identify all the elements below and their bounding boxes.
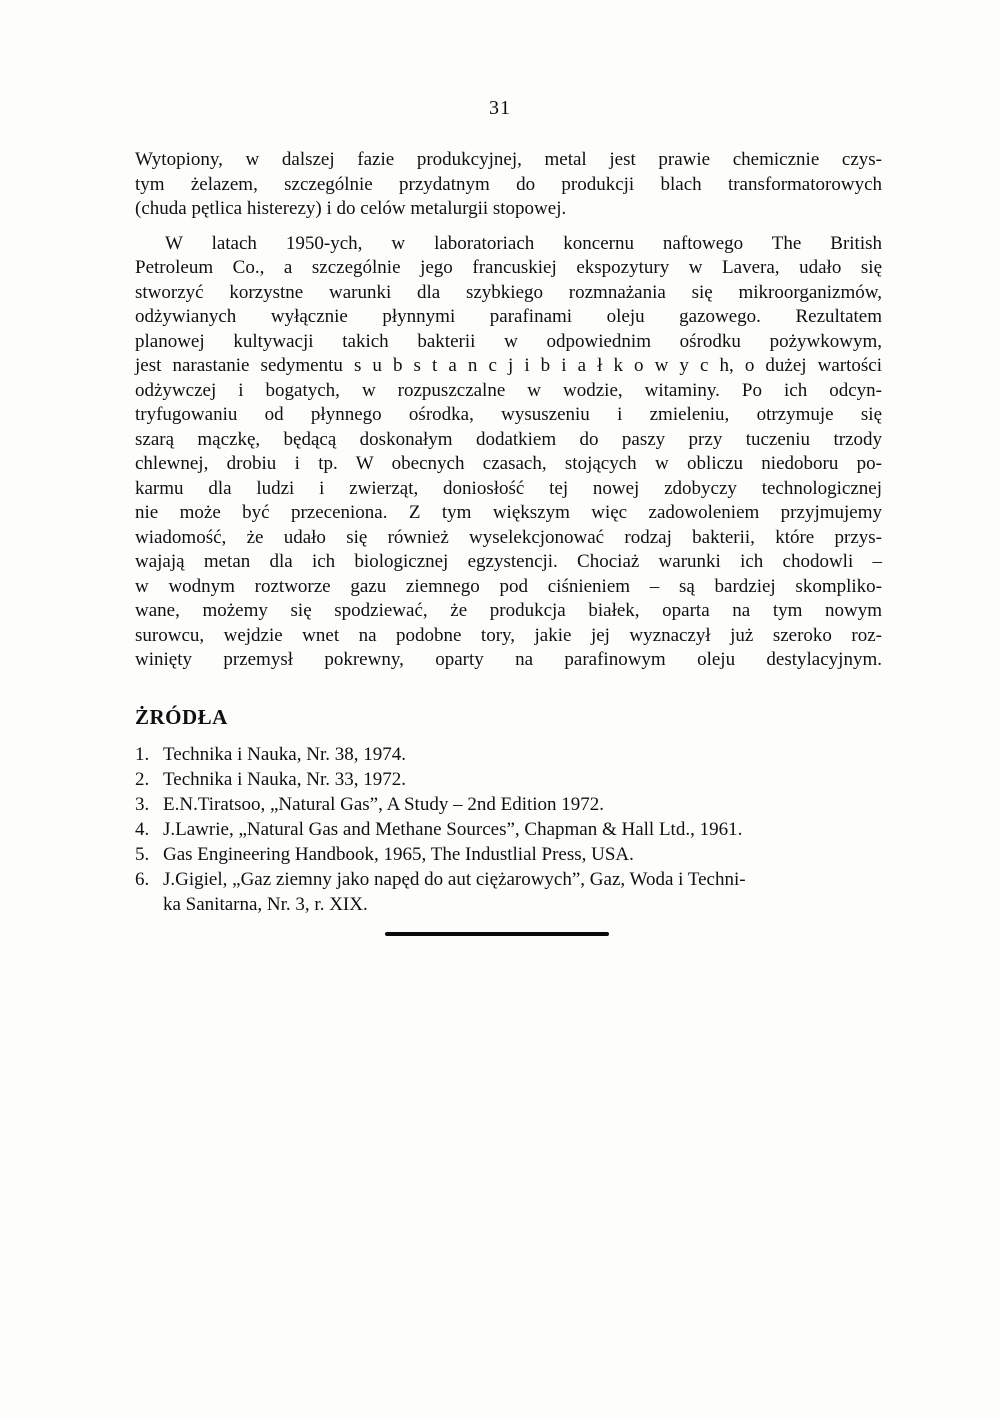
source-item [135,842,882,867]
source-item [135,767,882,792]
source-number: 6. [135,868,150,890]
source-text: Technika i Nauka, Nr. 38, 1974. [163,743,406,765]
paragraph-line: winięty przemysł pokrewny, oparty na parafinowym oleju destylacyjnym. [135,649,882,670]
source-text [163,867,882,917]
paragraph-line: chlewnej, drobiu i tp. W obecnych czasach, stojących w obliczu niedoboru po- [135,453,882,474]
paragraph-line: Wytopiony, w dalszej fazie produkcyjnej, metal jest prawie chemicznie czys- [135,149,882,170]
paragraph-line: planowej kultywacji takich bakterii w odpowiednim ośrodku pożywkowym, [135,330,882,352]
source-item [135,742,882,767]
paragraph-line: jest narastanie sedymentu s u b s t a n c j i b i a ł k o w y c h, o dużej wartości [135,355,882,376]
paragraph-line: tryfugowaniu od płynnego ośrodka, wysuszeniu i zmieleniu, otrzymuje się [135,404,882,425]
source-text: Gas Engineering Handbook, 1965, The Industlial Press, USA. [163,843,634,865]
source-text: Technika i Nauka, Nr. 33, 1972. [163,768,406,790]
paragraph-line: (chuda pętlica histerezy) i do celów metalurgii stopowej. [135,198,567,219]
paragraph [135,232,882,673]
page-body [135,148,882,917]
paragraph-line: W latach 1950-ych, w laboratoriach koncernu naftowego The British [165,232,882,254]
paragraph-line: w wodnym roztworze gazu ziemnego pod ciśnieniem – są bardziej skompliko- [135,575,882,597]
source-number: 2. [135,768,150,790]
section-divider-rule [385,932,609,936]
paragraph-line: wajają metan dla ich biologicznej egzystencji. Chociaż warunki ich chodowli – [135,551,882,572]
paragraph-line: wane, możemy się spodziewać, że produkcja białek, oparta na tym nowym [135,600,882,621]
page-number: 31 [489,97,511,119]
source-text: J.Lawrie, „Natural Gas and Methane Sources”, Chapman & Hall Ltd., 1961. [163,818,743,840]
paragraph-line: tym żelazem, szczególnie przydatnym do produkcji blach transformatorowych [135,173,882,195]
source-number: 3. [135,793,150,815]
source-number: 1. [135,743,150,765]
source-number: 5. [135,843,150,865]
sources-heading: ŻRÓDŁA [135,704,228,729]
paragraph-line: Petroleum Co., a szczególnie jego francuskiej ekspozytury w Lavera, udało się [135,257,882,278]
paragraph-line: wiadomość, że udało się również wyselekcjonować rodzaj bakterii, które przys- [135,526,882,548]
source-item [135,817,882,842]
paragraph-line: odżywianych wyłącznie płynnymi parafinami oleju gazowego. Rezultatem [135,306,882,327]
source-text: E.N.Tiratsoo, „Natural Gas”, A Study – 2nd Edition 1972. [163,793,605,815]
paragraph-line: surowcu, wejdzie wnet na podobne tory, jakie jej wyznaczył już szeroko roz- [135,624,882,646]
paragraph [135,148,882,222]
paragraph-line: nie może być przeceniona. Z tym większym więc zadowoleniem przyjmujemy [135,502,882,523]
source-text-line: J.Gigiel, „Gaz ziemny jako napęd do aut ciężarowych”, Gaz, Woda i Techni- [163,868,746,890]
paragraph-line: karmu dla ludzi i zwierząt, doniosłość tej nowej zdobyczy technologicznej [135,477,882,499]
paragraph-line: stworzyć korzystne warunki dla szybkiego rozmnażania się mikroorganizmów, [135,281,882,303]
source-continuation: ka Sanitarna, Nr. 3, r. XIX. [163,893,368,915]
source-item [135,867,882,917]
source-number: 4. [135,818,150,840]
paragraph-line: szarą mączkę, będącą doskonałym dodatkiem do paszy przy tuczeniu trzody [135,428,882,450]
source-item [135,792,882,817]
sources-list [135,742,882,917]
paragraph-line: odżywczej i bogatych, w rozpuszczalne w wodzie, witaminy. Po ich odcyn- [135,379,882,401]
